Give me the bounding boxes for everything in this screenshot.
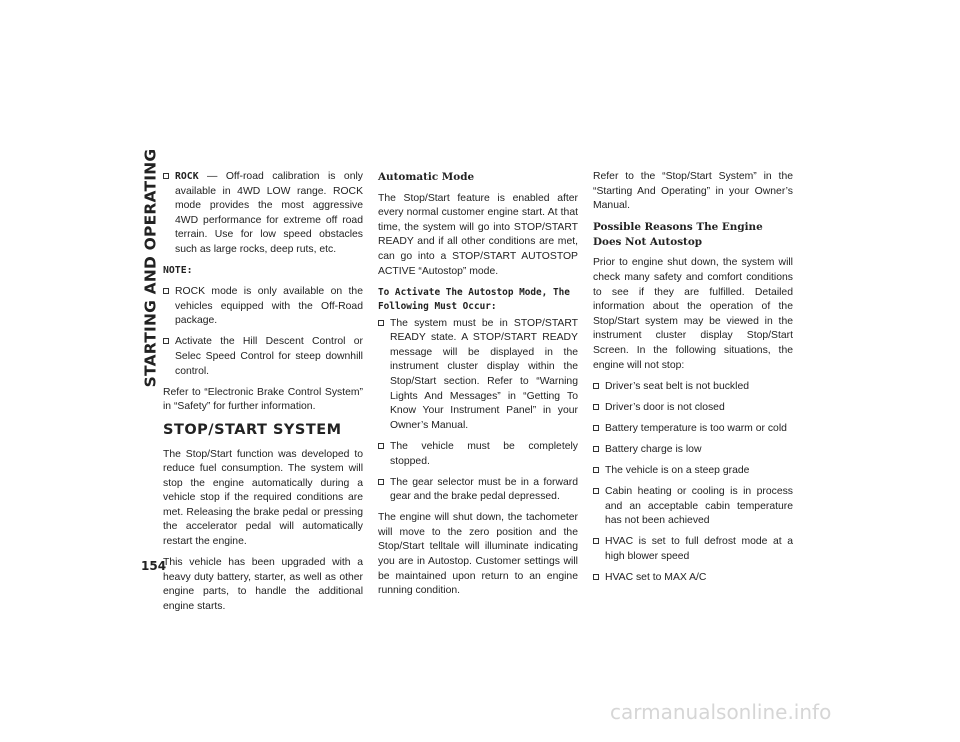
reason-item — [593, 443, 793, 458]
checkbox-bullet-icon — [593, 425, 599, 431]
reason-text: The vehicle is on a steep grade — [605, 465, 750, 477]
checkbox-bullet-icon — [163, 288, 169, 294]
section-side-label: STARTING AND OPERATING — [141, 148, 159, 388]
page-number: 154 — [141, 559, 167, 573]
section-side-tab — [140, 148, 160, 388]
reason-item — [593, 401, 793, 416]
refer-paragraph: Refer to the “Stop/Start System” in the “Starting And Operating” in your Owner’s Manual. — [593, 171, 793, 212]
note-item — [163, 285, 363, 329]
requirement-text: The vehicle must be completely stopped. — [390, 440, 578, 467]
requirement-item — [378, 476, 578, 505]
note-text: ROCK mode is only available on the vehicles equipped with the Off-Road package. — [175, 286, 363, 327]
checkbox-bullet-icon — [163, 338, 169, 344]
reason-text: Battery temperature is too warm or cold — [605, 422, 787, 434]
requirement-item — [378, 440, 578, 469]
requirement-text: The gear selector must be in a forward gear and the brake pedal depressed. — [390, 476, 578, 503]
requirement-text: The system must be in STOP/START READY state. A STOP/START READY message will be displayed in the instrument cluster display within the Stop/Start section. Refer to “Warning Lights And Messages” in “Getting To Know Your Instrument Panel” in your Owner’s Manual. — [390, 317, 578, 431]
column-2 — [378, 170, 578, 605]
checkbox-bullet-icon — [593, 538, 599, 544]
checkbox-bullet-icon — [593, 404, 599, 410]
column-1 — [163, 170, 363, 621]
checkbox-bullet-icon — [593, 446, 599, 452]
checkbox-bullet-icon — [378, 443, 384, 449]
body-paragraph: This vehicle has been upgraded with a heavy duty battery, starter, as well as other engine parts, to handle the additional engine starts. — [163, 557, 363, 612]
reason-text: HVAC is set to full defrost mode at a high blower speed — [605, 536, 793, 563]
requirement-item — [378, 317, 578, 434]
rock-term: ROCK — [175, 171, 199, 182]
reason-item — [593, 571, 793, 586]
body-paragraph: The engine will shut down, the tachometer will move to the zero position and the Stop/Start telltale will illuminate indicating you are in Autostop. Customer settings will be maintained upon return to an engine running condition. — [378, 512, 578, 597]
reason-item — [593, 485, 793, 529]
reason-item — [593, 380, 793, 395]
body-paragraph: Prior to engine shut down, the system will check many safety and comfort conditions to see if they are fulfilled. Detailed information about the operation of the Stop/Start system may be viewed in the instrument cluster display Stop/Start Screen. In the following situations, the engine will not stop: — [593, 257, 793, 371]
rock-description: — Off-road calibration is only available in 4WD LOW range. ROCK mode provides the most aggressive 4WD performance for extreme off road terrain. Use for low speed obstacles such as large rocks, deep ruts, etc. — [175, 171, 363, 255]
reason-text: Cabin heating or cooling is in process and an acceptable cabin temperature has not been achieved — [605, 486, 793, 527]
checkbox-bullet-icon — [378, 320, 384, 326]
subheading-automatic-mode: Automatic Mode — [378, 171, 475, 183]
checkbox-bullet-icon — [593, 488, 599, 494]
reason-text: HVAC set to MAX A/C — [605, 572, 707, 584]
section-title: STOP/START SYSTEM — [163, 421, 342, 438]
note-item — [163, 335, 363, 379]
reason-text: Driver’s seat belt is not buckled — [605, 380, 749, 392]
reason-item — [593, 535, 793, 564]
subheading-autostop-reasons: Possible Reasons The Engine Does Not Autostop — [593, 221, 763, 248]
body-paragraph: The Stop/Start feature is enabled after every normal customer engine start. At that time, the system will go into STOP/START READY and if all other conditions are met, can go into a STOP/START AUTOSTOP ACTIVE “Autostop” mode. — [378, 192, 578, 277]
requirements-lead: To Activate The Autostop Mode, The Following Must Occur: — [378, 286, 570, 312]
note-text: Activate the Hill Descent Control or Selec Speed Control for steep downhill control. — [175, 336, 363, 377]
refer-paragraph: Refer to “Electronic Brake Control System” in “Safety” for further information. — [163, 386, 363, 413]
reason-text: Battery charge is low — [605, 444, 702, 455]
rock-mode-item — [163, 170, 363, 258]
checkbox-bullet-icon — [593, 467, 599, 473]
checkbox-bullet-icon — [163, 173, 169, 179]
note-label: NOTE: — [163, 265, 193, 277]
reason-item — [593, 464, 793, 479]
checkbox-bullet-icon — [593, 383, 599, 389]
body-paragraph: The Stop/Start function was developed to reduce fuel consumption. The system will stop the engine automatically during a vehicle stop if the required conditions are met. Releasing the brake pedal or pressing the accelerator pedal will automatically restart the engine. — [163, 448, 363, 548]
reason-text: Driver’s door is not closed — [605, 401, 725, 413]
watermark: carmanualsonline.info — [610, 700, 832, 724]
column-3 — [593, 170, 793, 592]
checkbox-bullet-icon — [593, 574, 599, 580]
checkbox-bullet-icon — [378, 479, 384, 485]
reason-item — [593, 422, 793, 437]
